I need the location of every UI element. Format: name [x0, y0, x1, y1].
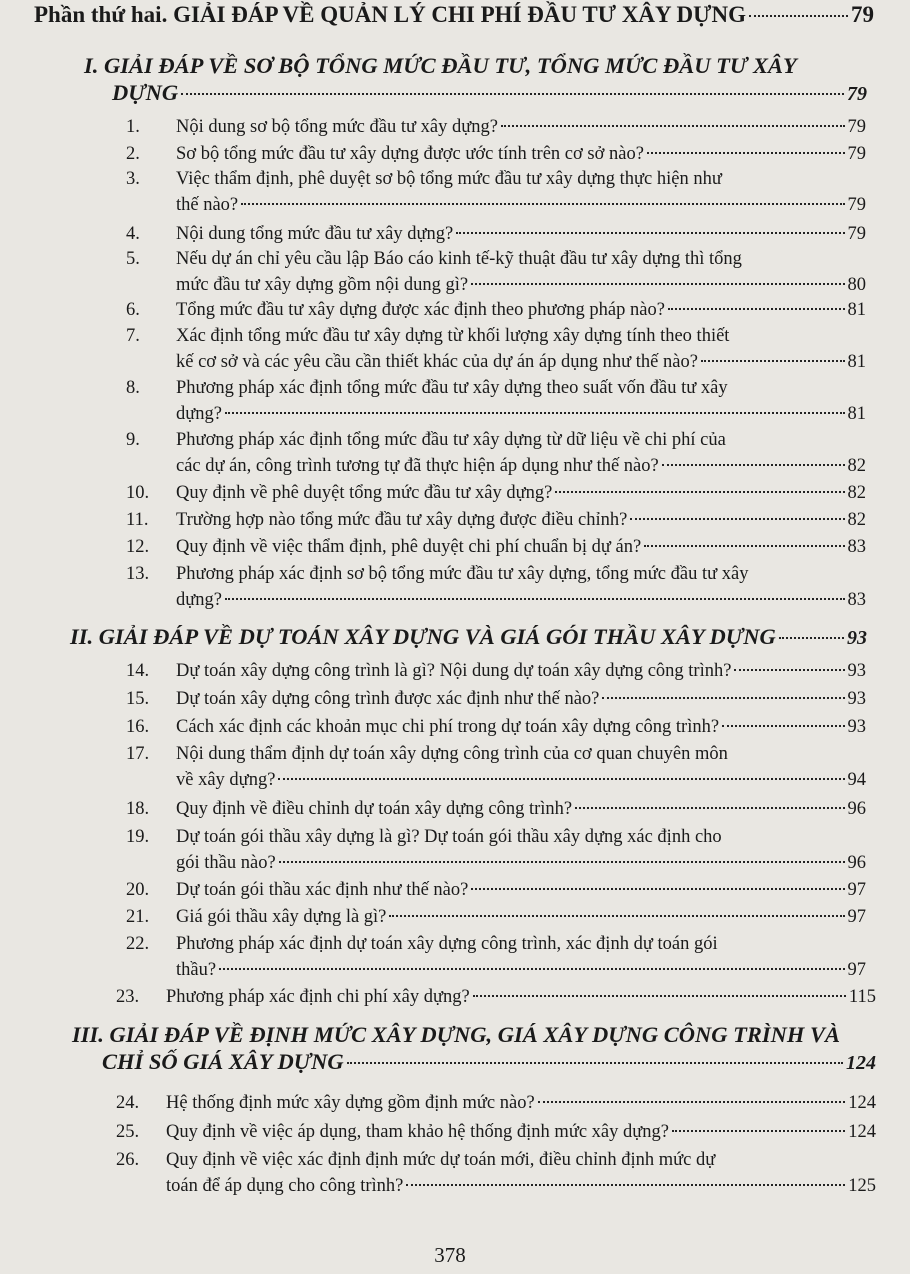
- part-title-text: Phần thứ hai. GIẢI ĐÁP VỀ QUẢN LÝ CHI PHÍ ĐẦU TƯ XÂY DỰNG: [34, 2, 746, 27]
- section-heading: I. GIẢI ĐÁP VỀ SƠ BỘ TỔNG MỨC ĐẦU TƯ, TỔNG MỨC ĐẦU TƯ XÂY DỰNG 79: [84, 53, 867, 105]
- part-title: [34, 2, 874, 28]
- toc-entry: 11. Trường hợp nào tổng mức đầu tư xây dựng được điều chỉnh? 82: [126, 510, 866, 530]
- toc-entry: 22. Phương pháp xác định dự toán xây dựng công trình, xác định dự toán gói thầu? 97: [126, 934, 866, 980]
- toc-entry: 10. Quy định về phê duyệt tổng mức đầu tư xây dựng? 82: [126, 483, 866, 503]
- toc-entry: 1. Nội dung sơ bộ tổng mức đầu tư xây dựng? 79: [126, 117, 866, 137]
- toc-entry: 26. Quy định về việc xác định định mức dự toán mới, điều chỉnh định mức dự toán để áp dụng cho công trình? 125: [116, 1150, 876, 1196]
- toc-entry: 7. Xác định tổng mức đầu tư xây dựng từ khối lượng xây dựng tính theo thiết kế cơ sở và các yêu cầu cần thiết khác của dự án áp dụng như thế nào? 81: [126, 326, 866, 372]
- toc-entry: 12. Quy định về việc thẩm định, phê duyệt chi phí chuẩn bị dự án? 83: [126, 537, 866, 557]
- toc-entry: 6. Tổng mức đầu tư xây dựng được xác định theo phương pháp nào? 81: [126, 300, 866, 320]
- toc-entry: 14. Dự toán xây dựng công trình là gì? Nội dung dự toán xây dựng công trình? 93: [126, 661, 866, 681]
- toc-entry: 13. Phương pháp xác định sơ bộ tổng mức đầu tư xây dựng, tổng mức đầu tư xây dựng? 83: [126, 564, 866, 610]
- page-number: 378: [434, 1243, 466, 1267]
- toc-entry: 2. Sơ bộ tổng mức đầu tư xây dựng được ước tính trên cơ sở nào? 79: [126, 144, 866, 164]
- toc-entry: 17. Nội dung thẩm định dự toán xây dựng công trình của cơ quan chuyên môn về xây dựng? 94: [126, 744, 866, 790]
- section-heading: II. GIẢI ĐÁP VỀ DỰ TOÁN XÂY DỰNG VÀ GIÁ GÓI THẦU XÂY DỰNG 93: [70, 624, 867, 649]
- toc-entry: 23. Phương pháp xác định chi phí xây dựng? 115: [116, 987, 876, 1007]
- toc-entry: 3. Việc thẩm định, phê duyệt sơ bộ tổng mức đầu tư xây dựng thực hiện như thế nào? 79: [126, 169, 866, 215]
- toc-entry: 9. Phương pháp xác định tổng mức đầu tư xây dựng từ dữ liệu về chi phí của các dự án, công trình tương tự đã thực hiện áp dụng như thế nào? 82: [126, 430, 866, 476]
- toc-entry: 25. Quy định về việc áp dụng, tham khảo hệ thống định mức xây dựng? 124: [116, 1122, 876, 1142]
- toc-entry: 4. Nội dung tổng mức đầu tư xây dựng? 79: [126, 224, 866, 244]
- part-title-page: 79: [851, 2, 874, 27]
- toc-entry: 21. Giá gói thầu xây dựng là gì? 97: [126, 907, 866, 927]
- dot-leader: [749, 15, 848, 17]
- section-heading: III. GIẢI ĐÁP VỀ ĐỊNH MỨC XÂY DỰNG, GIÁ XÂY DỰNG CÔNG TRÌNH VÀ CHỈ SỐ GIÁ XÂY DỰNG 124: [72, 1022, 876, 1074]
- toc-entry: 15. Dự toán xây dựng công trình được xác định như thế nào? 93: [126, 689, 866, 709]
- toc-entry: 24. Hệ thống định mức xây dựng gồm định mức nào? 124: [116, 1093, 876, 1113]
- toc-entry: 18. Quy định về điều chỉnh dự toán xây dựng công trình? 96: [126, 799, 866, 819]
- toc-entry: 16. Cách xác định các khoản mục chi phí trong dự toán xây dựng công trình? 93: [126, 717, 866, 737]
- toc-entry: 5. Nếu dự án chỉ yêu cầu lập Báo cáo kinh tế-kỹ thuật đầu tư xây dựng thì tổng mức đầu tư xây dựng gồm nội dung gì? 80: [126, 249, 866, 295]
- toc-entry: 20. Dự toán gói thầu xác định như thế nào? 97: [126, 880, 866, 900]
- toc-entry: 19. Dự toán gói thầu xây dựng là gì? Dự toán gói thầu xây dựng xác định cho gói thầu nào? 96: [126, 827, 866, 873]
- toc-entry: 8. Phương pháp xác định tổng mức đầu tư xây dựng theo suất vốn đầu tư xây dựng? 81: [126, 378, 866, 424]
